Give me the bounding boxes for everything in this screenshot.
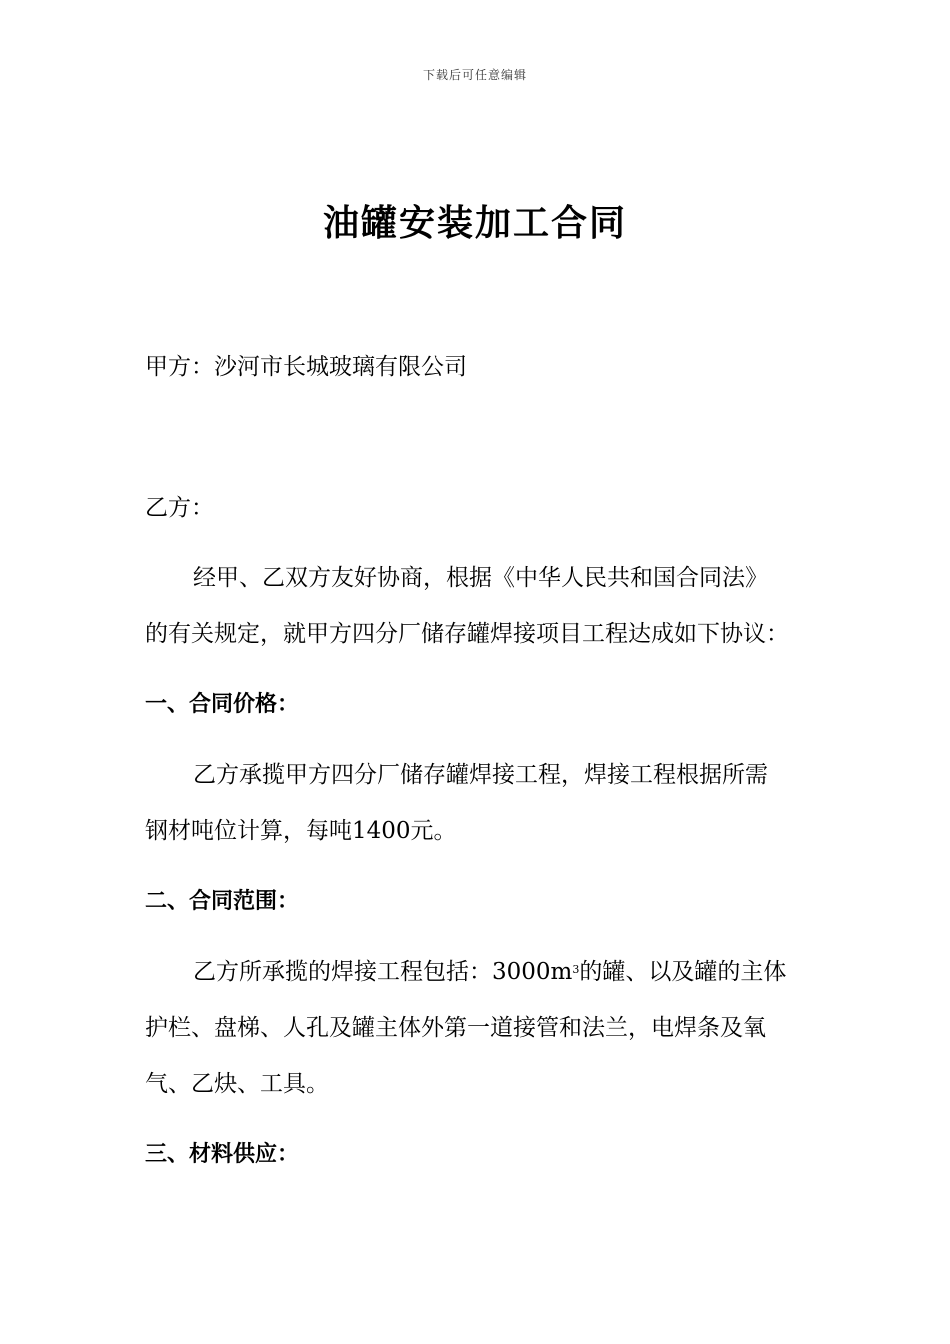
scope-line-1-end: 的罐、以及罐的主体 <box>579 959 787 985</box>
scope-line-1-start: 乙方所承揽的焊接工程包括：3000m <box>193 959 573 985</box>
scope-line-3: 气、乙炔、工具。 <box>145 1071 329 1097</box>
party-a-line: 甲方：沙河市长城玻璃有限公司 <box>145 354 467 380</box>
intro-line-1: 经甲、乙双方友好协商，根据《中华人民共和国合同法》 <box>193 565 768 591</box>
section-heading-price: 一、合同价格： <box>145 692 300 717</box>
price-line-1: 乙方承揽甲方四分厂储存罐焊接工程，焊接工程根据所需 <box>193 762 768 788</box>
scope-line-2: 护栏、盘梯、人孔及罐主体外第一道接管和法兰，电焊条及氧 <box>145 1015 766 1041</box>
section-heading-materials: 三、材料供应： <box>145 1142 300 1167</box>
section-heading-scope: 二、合同范围： <box>145 889 300 914</box>
document-title: 油罐安装加工合同 <box>322 203 627 244</box>
page-header-note: 下载后可任意编辑 <box>422 68 527 82</box>
scope-line-1 <box>193 955 873 989</box>
party-b-line: 乙方： <box>145 495 214 521</box>
cubic-superscript: 3 <box>572 963 580 976</box>
price-line-2: 钢材吨位计算，每吨1400元。 <box>145 818 457 844</box>
intro-line-2: 的有关规定，就甲方四分厂储存罐焊接项目工程达成如下协议： <box>145 621 789 647</box>
